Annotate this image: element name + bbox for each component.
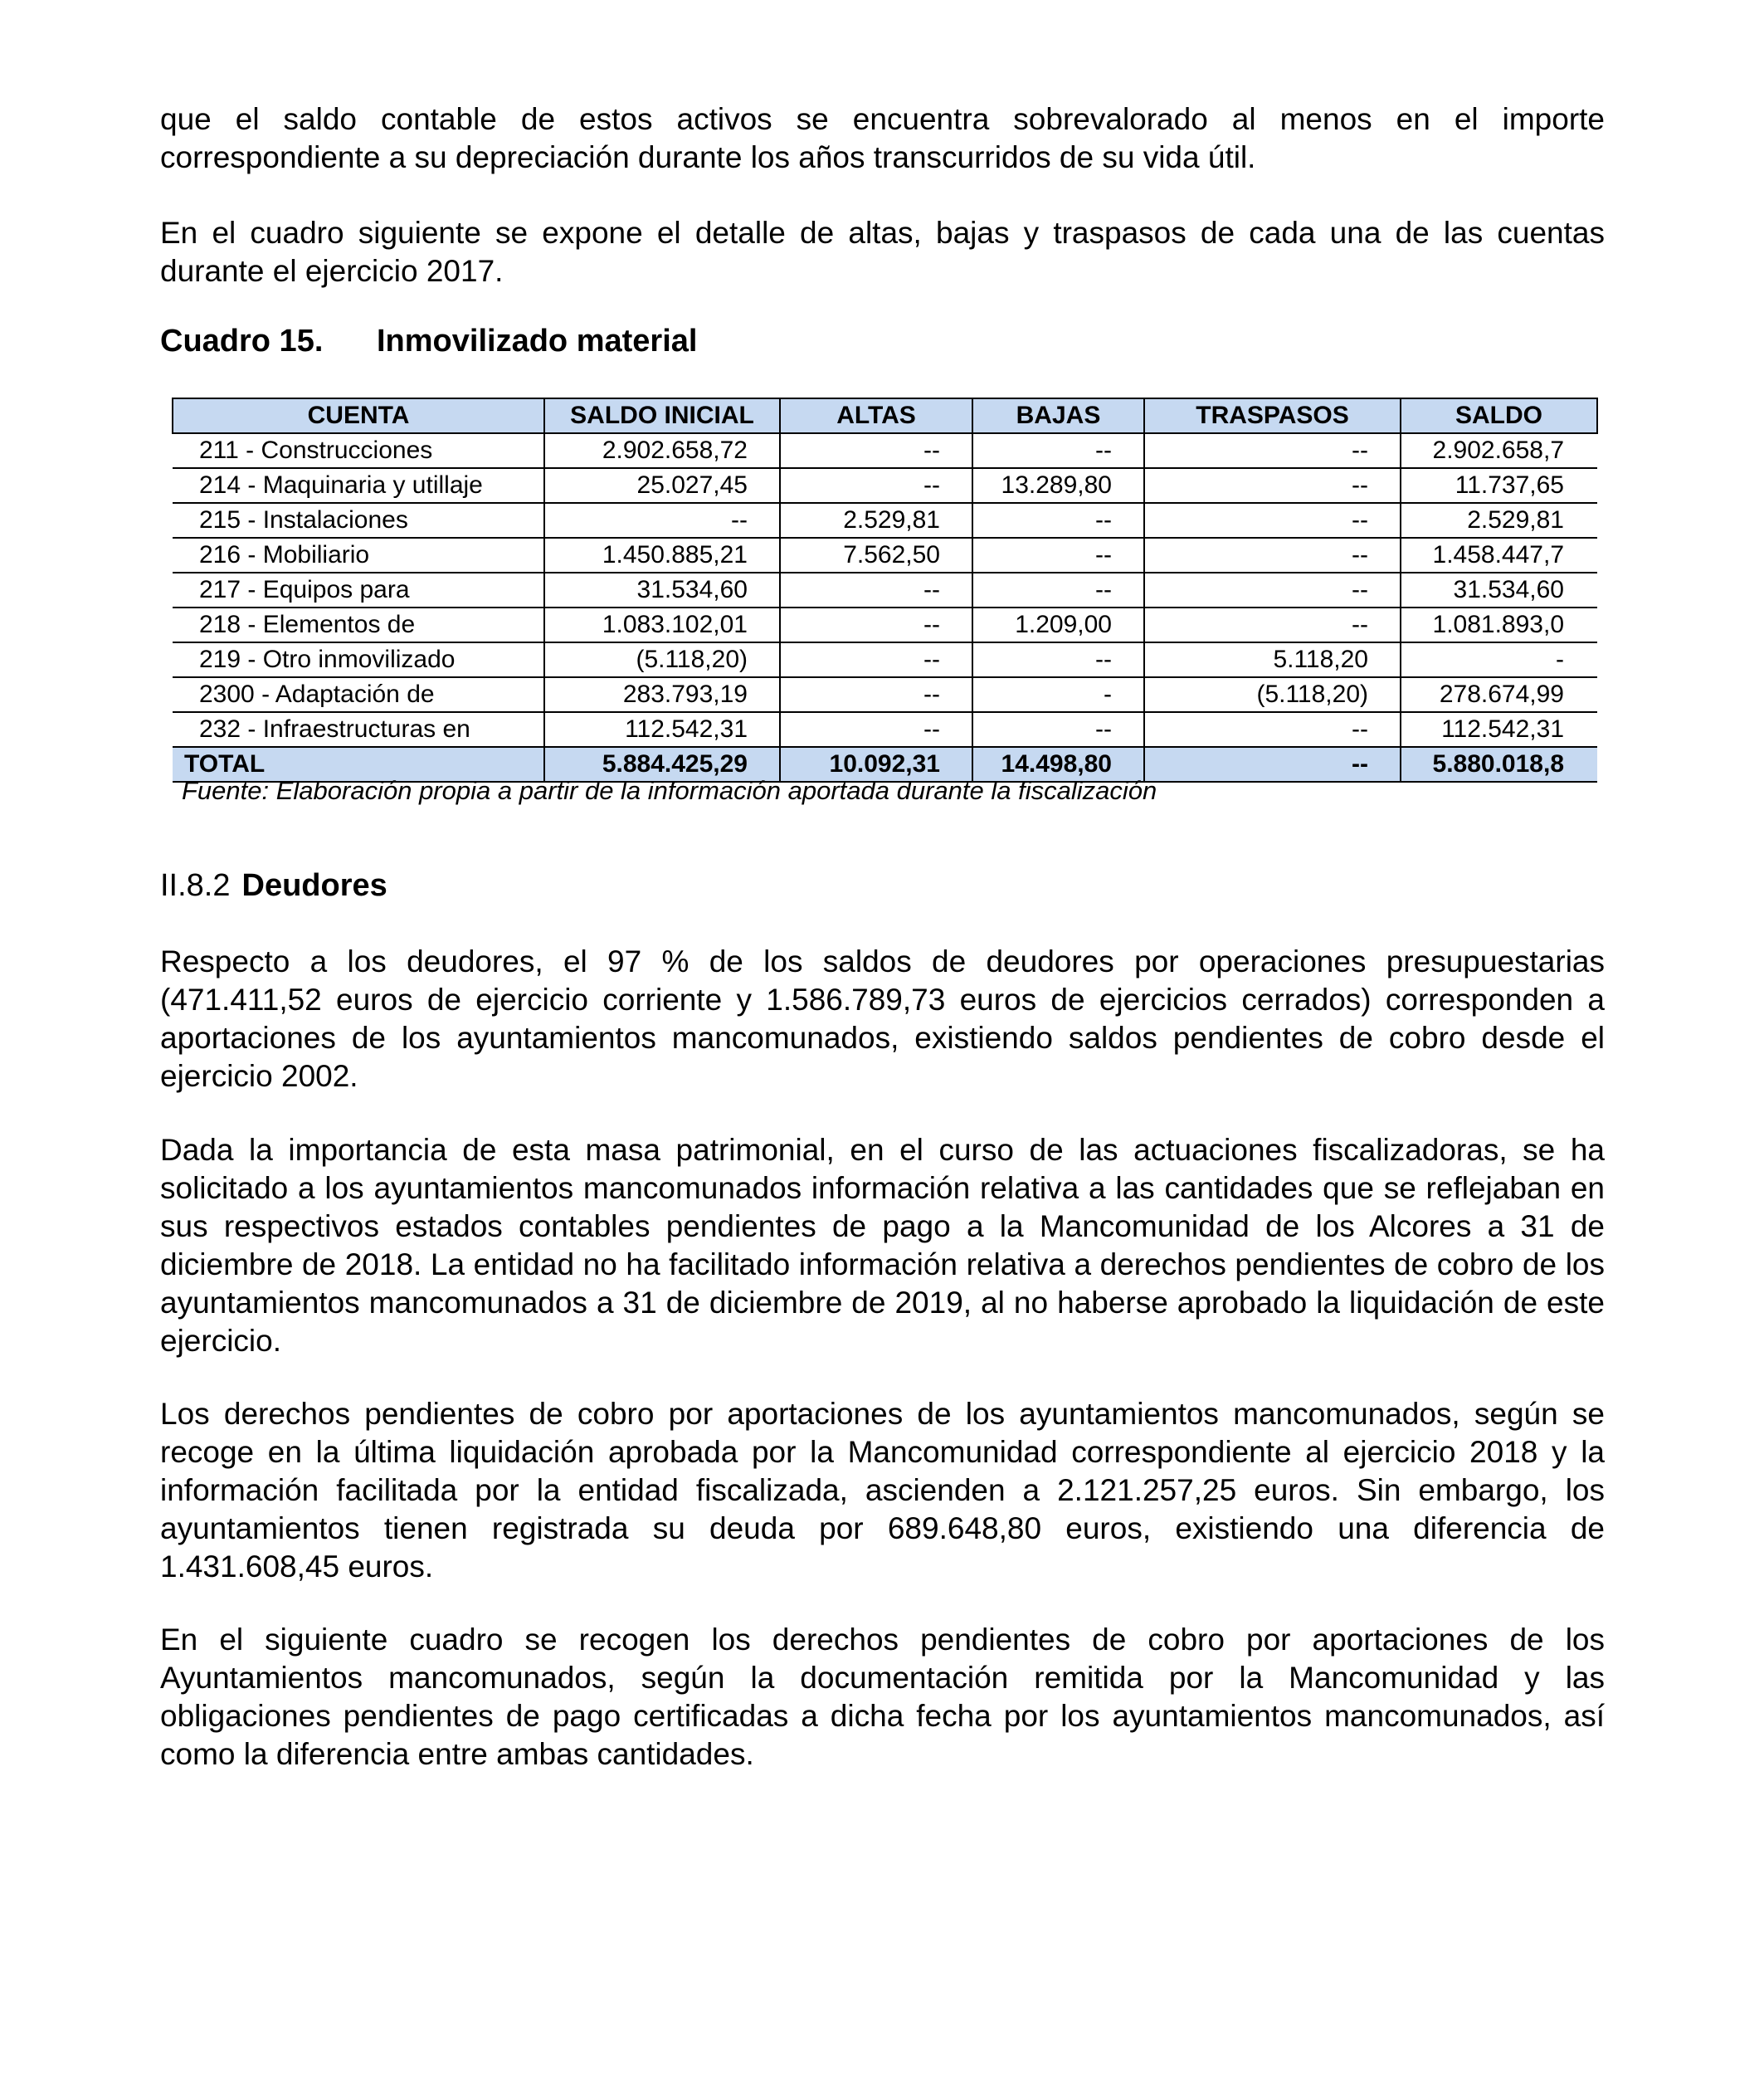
cell-cuenta: 217 - Equipos para (173, 573, 544, 608)
table-row (173, 433, 1597, 468)
cell-saldo: 2.902.658,7 (1401, 433, 1597, 468)
table-source-note: Fuente: Elaboración propia a partir de la información aportada durante la fiscalización (182, 776, 1157, 805)
cell-bajas: -- (972, 642, 1144, 677)
cell-cuenta: 214 - Maquinaria y utillaje (173, 468, 544, 503)
cell-saldo-inicial: (5.118,20) (544, 642, 780, 677)
cell-altas: -- (780, 642, 972, 677)
cell-bajas: 1.209,00 (972, 608, 1144, 642)
cell-traspasos: -- (1144, 573, 1401, 608)
cell-saldo: 278.674,99 (1401, 677, 1597, 712)
header-bajas: BAJAS (972, 398, 1144, 433)
cell-altas: 7.562,50 (780, 538, 972, 573)
cell-bajas: -- (972, 573, 1144, 608)
cell-cuenta: 211 - Construcciones (173, 433, 544, 468)
cell-altas: -- (780, 573, 972, 608)
cell-cuenta: 216 - Mobiliario (173, 538, 544, 573)
cell-saldo-inicial: -- (544, 503, 780, 538)
total-saldo-inicial: 5.884.425,29 (544, 747, 780, 782)
cell-saldo: - (1401, 642, 1597, 677)
header-cuenta: CUENTA (173, 398, 544, 433)
body-paragraph-2: Dada la importancia de esta masa patrimonial, en el curso de las actuaciones fiscalizadoras, se ha solicitado a los ayuntamientos mancomunados información relativa a las cantidades que se reflejaban en sus respectivos estados contables pendientes de pago a la Mancomunidad de los Alcores a 31 de diciembre de 2018. La entidad no ha facilitado información relativa a derechos pendientes de cobro de los ayuntamientos mancomunados a 31 de diciembre de 2019, al no haberse aprobado la liquidación de este ejercicio. (160, 1133, 1605, 1358)
intro-paragraph-2: En el cuadro siguiente se expone el detalle de altas, bajas y traspasos de cada una de las cuentas durante el ejercicio 2017. (160, 216, 1605, 288)
cell-saldo-inicial: 2.902.658,72 (544, 433, 780, 468)
total-saldo: 5.880.018,8 (1401, 747, 1597, 782)
cell-saldo: 2.529,81 (1401, 503, 1597, 538)
table-row (173, 503, 1597, 538)
caption-title: Inmovilizado material (377, 324, 698, 359)
table-row (173, 712, 1597, 747)
cell-traspasos: (5.118,20) (1144, 677, 1401, 712)
table-row (173, 642, 1597, 677)
cell-saldo-inicial: 112.542,31 (544, 712, 780, 747)
header-saldo: SALDO (1401, 398, 1597, 433)
table-row (173, 573, 1597, 608)
cell-bajas: - (972, 677, 1144, 712)
cell-cuenta: 215 - Instalaciones (173, 503, 544, 538)
cell-traspasos: -- (1144, 538, 1401, 573)
cell-bajas: -- (972, 503, 1144, 538)
total-bajas: 14.498,80 (972, 747, 1144, 782)
cell-saldo-inicial: 1.083.102,01 (544, 608, 780, 642)
cell-cuenta: 219 - Otro inmovilizado (173, 642, 544, 677)
table-header-row (173, 398, 1597, 433)
cell-saldo: 1.081.893,0 (1401, 608, 1597, 642)
cell-cuenta: 232 - Infraestructuras en (173, 712, 544, 747)
cell-altas: -- (780, 433, 972, 468)
table-caption (160, 324, 697, 359)
cell-saldo-inicial: 31.534,60 (544, 573, 780, 608)
table-row (173, 538, 1597, 573)
caption-number: Cuadro 15. (160, 324, 324, 359)
total-traspasos: -- (1144, 747, 1401, 782)
cell-cuenta: 2300 - Adaptación de (173, 677, 544, 712)
section-heading (160, 868, 387, 904)
cell-bajas: 13.289,80 (972, 468, 1144, 503)
cell-saldo: 1.458.447,7 (1401, 538, 1597, 573)
header-saldo-inicial: SALDO INICIAL (544, 398, 780, 433)
body-paragraph-4: En el siguiente cuadro se recogen los derechos pendientes de cobro por aportaciones de los Ayuntamientos mancomunados, según la documentación remitida por la Mancomunidad y las obligaciones pendientes de pago certificadas a dicha fecha por los ayuntamientos mancomunados, así como la diferencia entre ambas cantidades. (160, 1623, 1605, 1771)
body-paragraph-3: Los derechos pendientes de cobro por aportaciones de los ayuntamientos mancomunados, según se recoge en la última liquidación aprobada por la Mancomunidad correspondiente al ejercicio 2018 y la información facilitada por la entidad fiscalizada, ascienden a 2.121.257,25 euros. Sin embargo, los ayuntamientos tienen registrada su deuda por 689.648,80 euros, existiendo una diferencia de 1.431.608,45 euros. (160, 1397, 1605, 1584)
cell-traspasos: -- (1144, 433, 1401, 468)
total-altas: 10.092,31 (780, 747, 972, 782)
cell-traspasos: -- (1144, 503, 1401, 538)
cell-altas: -- (780, 608, 972, 642)
cell-saldo: 11.737,65 (1401, 468, 1597, 503)
body-paragraph-1: Respecto a los deudores, el 97 % de los saldos de deudores por operaciones presupuestarias (471.411,52 euros de ejercicio corriente y 1.586.789,73 euros de ejercicios cerrados) corresponden a aportaciones de los ayuntamientos mancomunados, existiendo saldos pendientes de cobro desde el ejercicio 2002. (160, 944, 1605, 1093)
cell-bajas: -- (972, 712, 1144, 747)
section-number: II.8.2 (160, 868, 231, 903)
cell-traspasos: -- (1144, 712, 1401, 747)
cell-saldo-inicial: 283.793,19 (544, 677, 780, 712)
section-title: Deudores (241, 868, 387, 903)
cell-traspasos: 5.118,20 (1144, 642, 1401, 677)
cell-saldo-inicial: 1.450.885,21 (544, 538, 780, 573)
inmovilizado-table (172, 398, 1598, 783)
table-row (173, 677, 1597, 712)
cell-traspasos: -- (1144, 468, 1401, 503)
intro-paragraph-1: que el saldo contable de estos activos se encuentra sobrevalorado al menos en el importe correspondiente a su depreciación durante los años transcurridos de su vida útil. (160, 102, 1605, 174)
cell-altas: -- (780, 712, 972, 747)
cell-altas: 2.529,81 (780, 503, 972, 538)
cell-altas: -- (780, 677, 972, 712)
cell-cuenta: 218 - Elementos de (173, 608, 544, 642)
table-row (173, 608, 1597, 642)
cell-bajas: -- (972, 433, 1144, 468)
cell-traspasos: -- (1144, 608, 1401, 642)
cell-bajas: -- (972, 538, 1144, 573)
header-altas: ALTAS (780, 398, 972, 433)
total-label: TOTAL (173, 747, 544, 782)
cell-saldo: 112.542,31 (1401, 712, 1597, 747)
cell-altas: -- (780, 468, 972, 503)
table-row (173, 468, 1597, 503)
cell-saldo-inicial: 25.027,45 (544, 468, 780, 503)
header-traspasos: TRASPASOS (1144, 398, 1401, 433)
cell-saldo: 31.534,60 (1401, 573, 1597, 608)
